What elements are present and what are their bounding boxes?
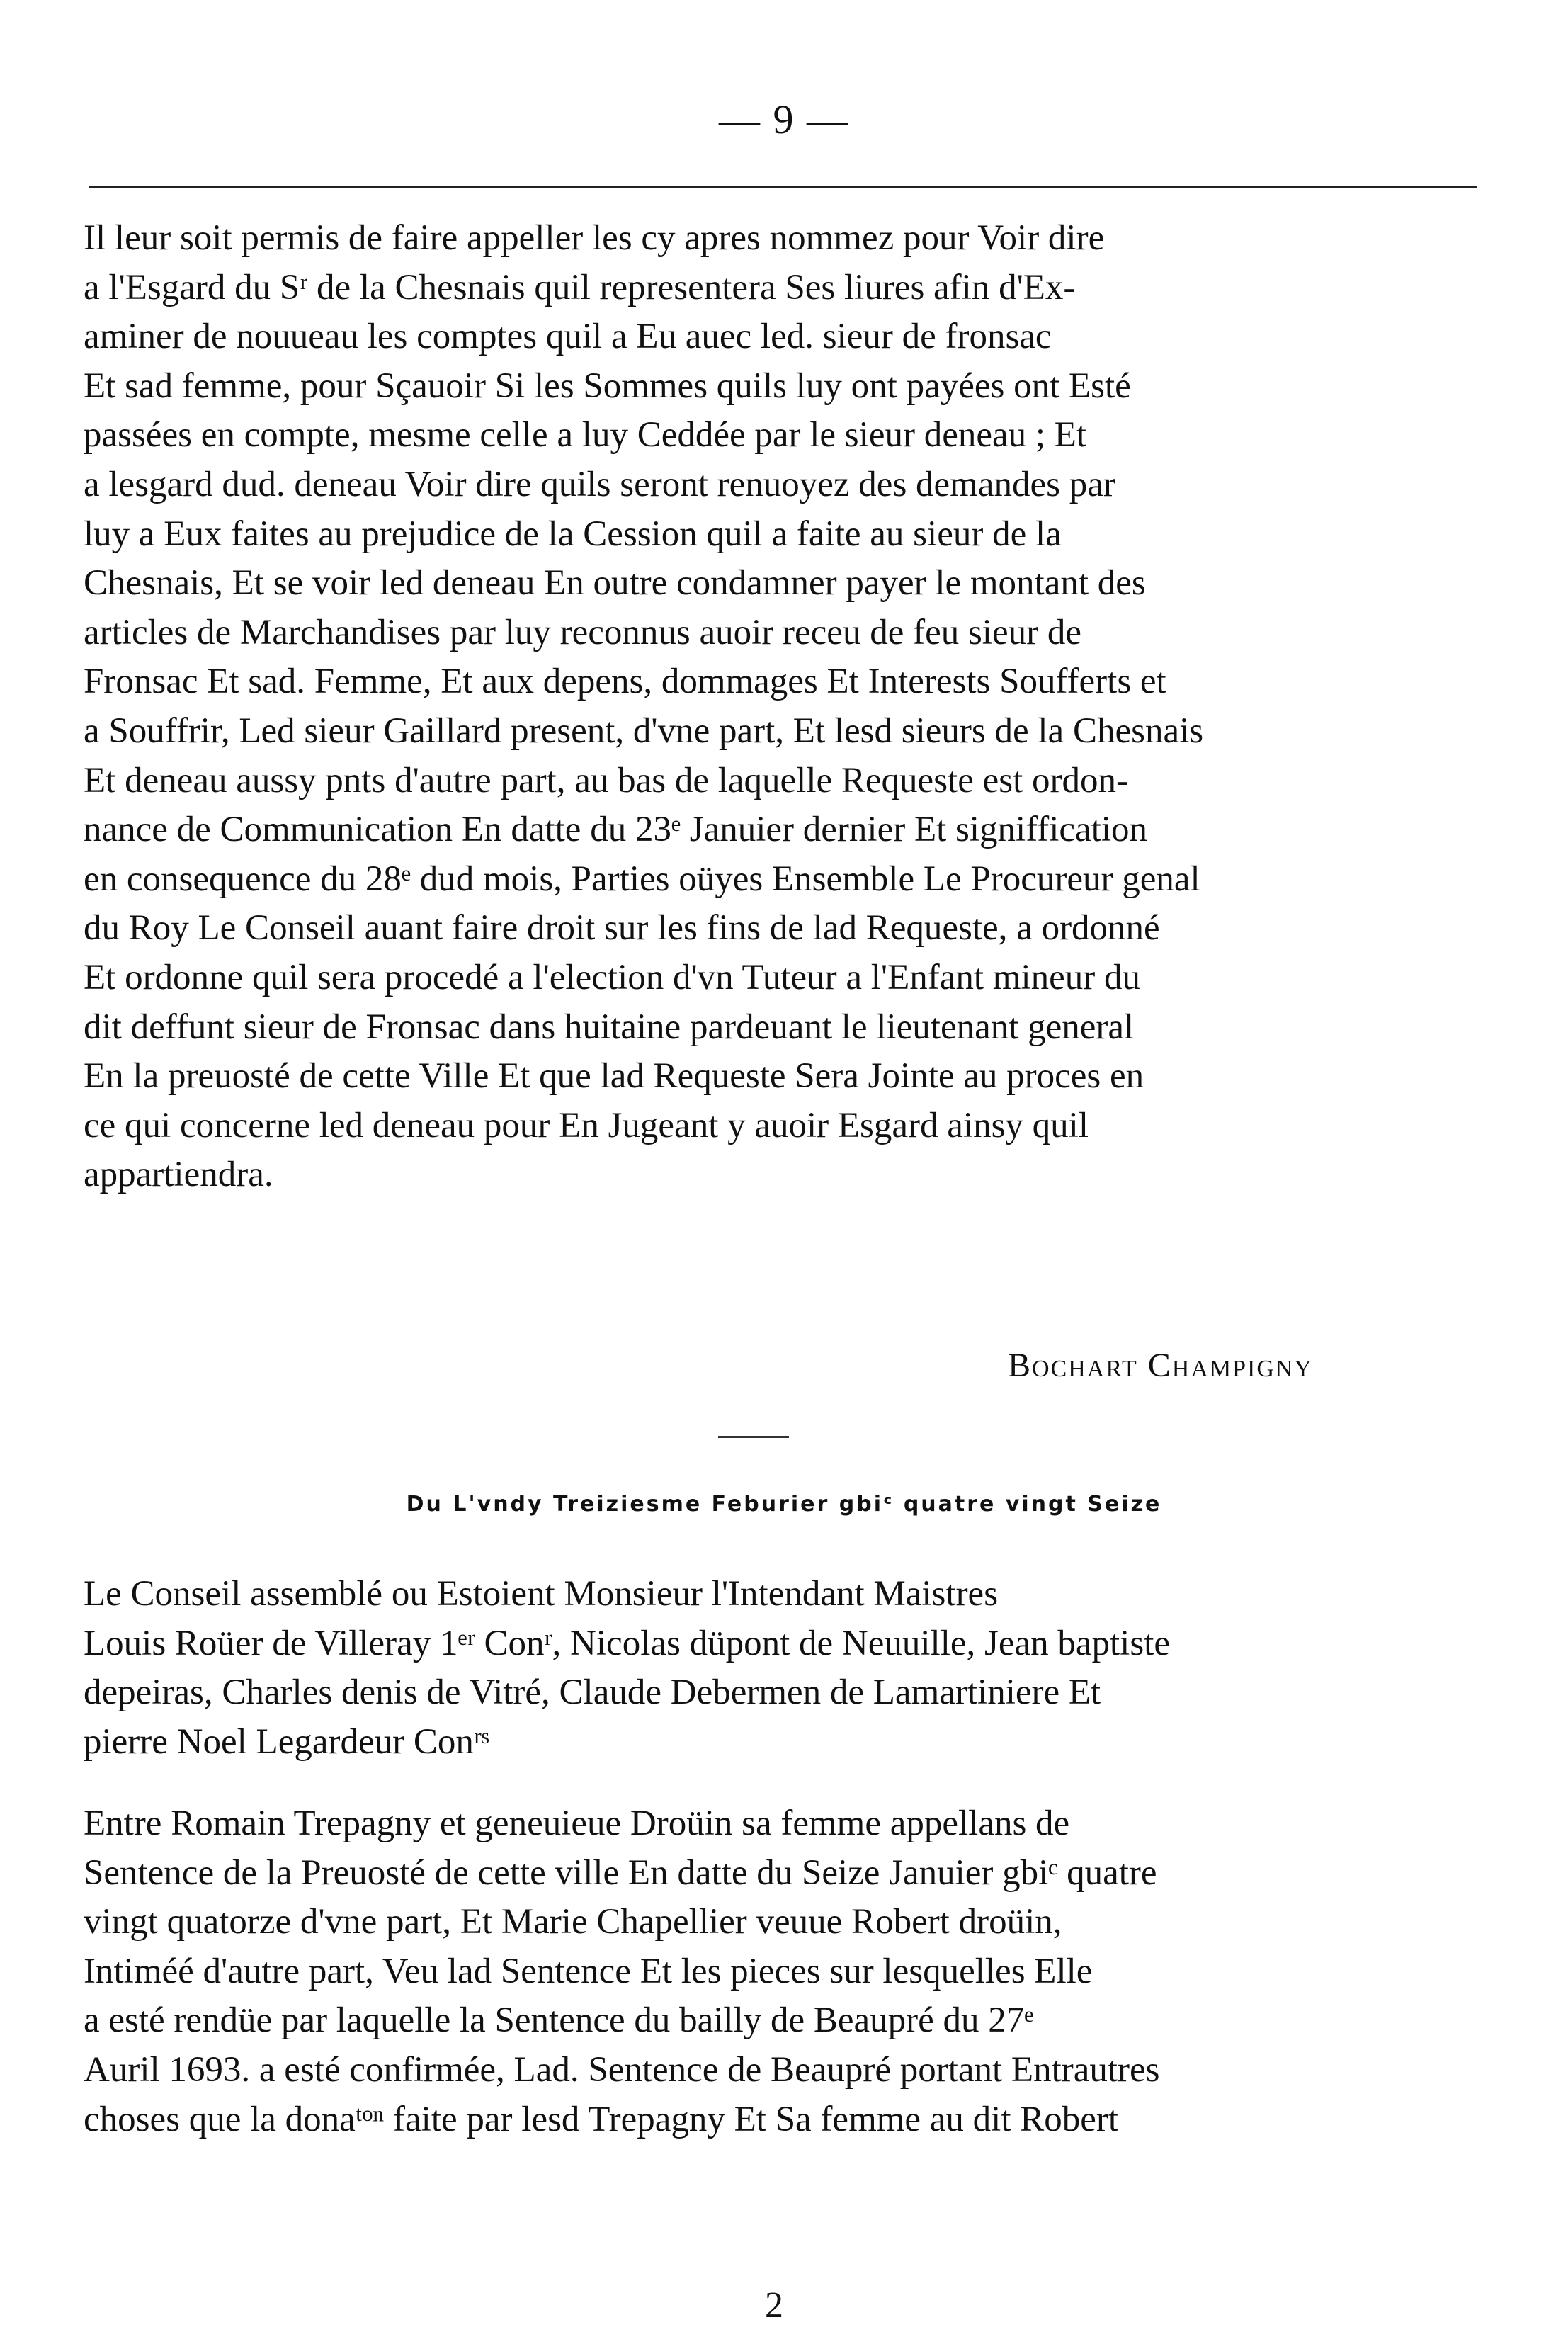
text-line: aminer de nouueau les comptes quil a Eu auec led. sieur de fronsac (84, 317, 1052, 357)
text-line: articles de Marchandises par luy reconnus auoir receu de feu sieur de (84, 612, 1081, 652)
text-line: Intiméé d'autre part, Veu lad Sentence Et les pieces sur lesquelles Elle (84, 1951, 1093, 1991)
paragraph-3 (84, 1799, 1475, 2144)
text-line: choses que la donaᵗᵒⁿ faite par lesd Trepagny Et Sa femme au dit Robert (84, 2099, 1119, 2139)
text-line: Le Conseil assemblé ou Estoient Monsieur l'Intendant Maistres (84, 1574, 999, 1614)
page-number: — 9 — (719, 96, 849, 142)
text-line: dit deffunt sieur de Fronsac dans huitaine pardeuant le lieutenant general (84, 1007, 1135, 1047)
text-line: pierre Noel Legardeur Conʳˢ (84, 1721, 489, 1762)
text-line: passées en compte, mesme celle a luy Ceddée par le sieur deneau ; Et (84, 415, 1087, 455)
text-line: luy a Eux faites au prejudice de la Cession quil a faite au sieur de la (84, 514, 1062, 554)
text-line: Chesnais, Et se voir led deneau En outre condamner payer le montant des (84, 563, 1146, 604)
text-line: du Roy Le Conseil auant faire droit sur les fins de lad Requeste, a ordonné (84, 908, 1160, 949)
text-line: Fronsac Et sad. Femme, Et aux depens, dommages Et Interests Soufferts et (84, 662, 1166, 702)
text-line: a esté rendüe par laquelle la Sentence du bailly de Beaupré du 27ᵉ (84, 2000, 1034, 2041)
text-line: depeiras, Charles denis de Vitré, Claude Debermen de Lamartiniere Et (84, 1672, 1101, 1713)
section-divider (718, 1436, 789, 1438)
text-line: Et ordonne quil sera procedé a l'election d'vn Tuteur a l'Enfant mineur du (84, 957, 1140, 997)
text-line: a Souffrir, Led sieur Gaillard present, d'vne part, Et lesd sieurs de la Chesnais (84, 710, 1204, 751)
signature-mark: 2 (765, 2285, 783, 2326)
paragraph-2 (84, 1570, 1475, 1767)
text-line: Sentence de la Preuosté de cette ville En datte du Seize Januier gbiᶜ quatre (84, 1852, 1157, 1893)
text-line: Il leur soit permis de faire appeller les cy apres nommez pour Voir dire (84, 218, 1105, 258)
header-rule (89, 186, 1477, 188)
text-line: en consequence du 28ᵉ dud mois, Parties oüyes Ensemble Le Procureur genal (84, 859, 1200, 899)
section-heading: Du L'vndy Treiziesme Feburier gbiᶜ quatre vingt Seize (406, 1492, 1162, 1517)
text-line: Louis Roüer de Villeray 1ᵉʳ Conʳ, Nicolas düpont de Neuuille, Jean baptiste (84, 1623, 1171, 1663)
text-line: a l'Esgard du Sʳ de la Chesnais quil representera Ses liures afin d'Ex- (84, 267, 1076, 307)
text-line: Et sad femme, pour Sçauoir Si les Sommes quils luy ont payées ont Esté (84, 366, 1131, 406)
text-line: nance de Communication En datte du 23ᵉ Januier dernier Et signiffication (84, 810, 1148, 850)
paragraph-1 (84, 214, 1475, 1200)
text-line: Auril 1693. a esté confirmée, Lad. Sentence de Beaupré portant Entrautres (84, 2049, 1160, 2090)
text-line: ce qui concerne led deneau pour En Jugeant y auoir Esgard ainsy quil (84, 1105, 1089, 1145)
signature: Bochart Champigny (1007, 1347, 1313, 1384)
text-line: a lesgard dud. deneau Voir dire quils seront renuoyez des demandes par (84, 464, 1115, 504)
text-line: En la preuosté de cette Ville Et que lad Requeste Sera Jointe au proces en (84, 1056, 1144, 1097)
text-line: appartiendra. (84, 1155, 273, 1195)
text-line: vingt quatorze d'vne part, Et Marie Chapellier veuue Robert droüin, (84, 1902, 1062, 1942)
text-line: Entre Romain Trepagny et geneuieue Droüin sa femme appellans de (84, 1804, 1070, 1843)
text-line: Et deneau aussy pnts d'autre part, au bas de laquelle Requeste est ordon- (84, 760, 1128, 800)
